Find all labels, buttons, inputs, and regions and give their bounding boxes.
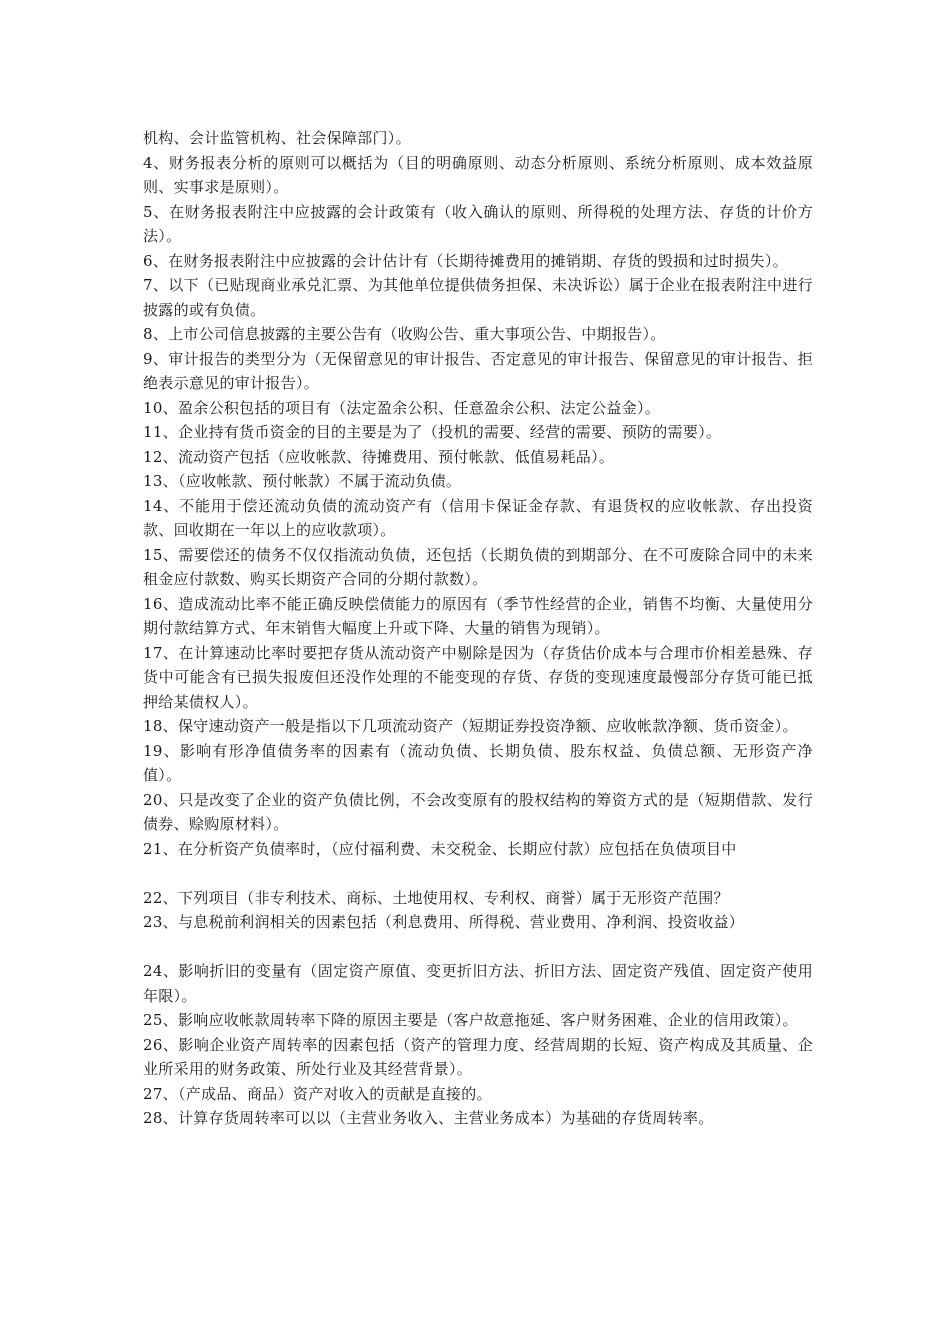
blank-line (143, 861, 813, 886)
paragraph-item-25: 25、影响应收帐款周转率下降的原因主要是（客户故意拖延、客户财务困难、企业的信用政策）。 (143, 1011, 798, 1029)
blank-line (143, 935, 813, 960)
paragraph-item-24: 24、影响折旧的变量有（固定资产原值、变更折旧方法、折旧方法、固定资产残值、固定资产使用年限）。 (143, 962, 813, 1005)
paragraph-item-6: 6、在财务报表附注中应披露的会计估计有（长期待摊费用的摊销期、存货的毁损和过时损失）。 (143, 251, 788, 270)
paragraph-item-22: 22、下列项目（非专利技术、商标、土地使用权、专利权、商誉）属于无形资产范围？ (143, 888, 729, 907)
paragraph-item-19: 19、影响有形净值债务率的因素有（流动负债、长期负债、股东权益、负债总额、无形资产净值）。 (143, 741, 813, 784)
paragraph-item-4: 4、财务报表分析的原则可以概括为（目的明确原则、动态分析原则、系统分析原则、成本效益原则、实事求是原则）。 (143, 153, 813, 196)
paragraph-item-18: 18、保守速动资产一般是指以下几项流动资产（短期证券投资净额、应收帐款净额、货币资金）。 (143, 717, 798, 735)
paragraph-item-14: 14、不能用于偿还流动负债的流动资产有（信用卡保证金存款、有退货权的应收帐款、存出投资款、回收期在一年以上的应收款项）。 (143, 496, 813, 539)
paragraph-continuation: 机构、会计监管机构、社会保障部门）。 (143, 129, 411, 147)
paragraph-item-21: 21、在分析资产负债率时，（应付福利费、未交税金、长期应付款）应包括在负债项目中 (143, 839, 737, 858)
paragraph-item-7: 7、以下（已贴现商业承兑汇票、为其他单位提供债务担保、未决诉讼）属于企业在报表附注中进行披露的或有负债。 (143, 276, 813, 319)
paragraph-item-23: 23、与息税前利润相关的因素包括（利息费用、所得税、营业费用、净利润、投资收益） (143, 913, 745, 931)
paragraph-item-20: 20、只是改变了企业的资产负债比例，不会改变原有的股权结构的筹资方式的是（短期借款、发行债券、赊购原材料）。 (143, 790, 813, 833)
paragraph-item-16: 16、造成流动比率不能正确反映偿债能力的原因有（季节性经营的企业，销售不均衡、大量使用分期付款结算方式、年末销售大幅度上升或下降、大量的销售为现销）。 (143, 594, 813, 637)
paragraph-item-5: 5、在财务报表附注中应披露的会计政策有（收入确认的原则、所得税的处理方法、存货的计价方法）。 (143, 202, 813, 245)
paragraph-item-15: 15、需要偿还的债务不仅仅指流动负债，还包括（长期负债的到期部分、在不可废除合同中的未来租金应付款数、购买长期资产合同的分期付款数）。 (143, 545, 813, 588)
paragraph-item-26: 26、影响企业资产周转率的因素包括（资产的管理力度、经营周期的长短、资产构成及其质量、企业所采用的财务政策、所处行业及其经营背景）。 (143, 1035, 813, 1078)
paragraph-item-10: 10、盈余公积包括的项目有（法定盈余公积、任意盈余公积、法定公益金）。 (143, 398, 661, 417)
paragraph-item-11: 11、企业持有货币资金的目的主要是为了（投机的需要、经营的需要、预防的需要）。 (143, 423, 722, 441)
document-page (143, 126, 813, 1131)
paragraph-item-12: 12、流动资产包括（应收帐款、待摊费用、预付帐款、低值易耗品）。 (143, 447, 615, 466)
paragraph-item-13: 13、（应收帐款、预付帐款）不属于流动负债。 (143, 472, 462, 490)
paragraph-item-9: 9、审计报告的类型分为（无保留意见的审计报告、否定意见的审计报告、保留意见的审计报告、拒绝表示意见的审计报告）。 (143, 349, 813, 392)
paragraph-item-8: 8、上市公司信息披露的主要公告有（收购公告、重大事项公告、中期报告）。 (143, 325, 666, 343)
paragraph-item-28: 28、计算存货周转率可以以（主营业务收入、主营业务成本）为基础的存货周转率。 (143, 1109, 714, 1127)
paragraph-item-17: 17、在计算速动比率时要把存货从流动资产中剔除是因为（存货估价成本与合理市价相差悬殊、存货中可能含有已损失报废但还没作处理的不能变现的存货、存货的变现速度最慢部分存货可能已抵押给某债权人）。 (143, 643, 813, 711)
paragraph-item-27: 27、（产成品、商品）资产对收入的贡献是直接的。 (143, 1084, 492, 1103)
